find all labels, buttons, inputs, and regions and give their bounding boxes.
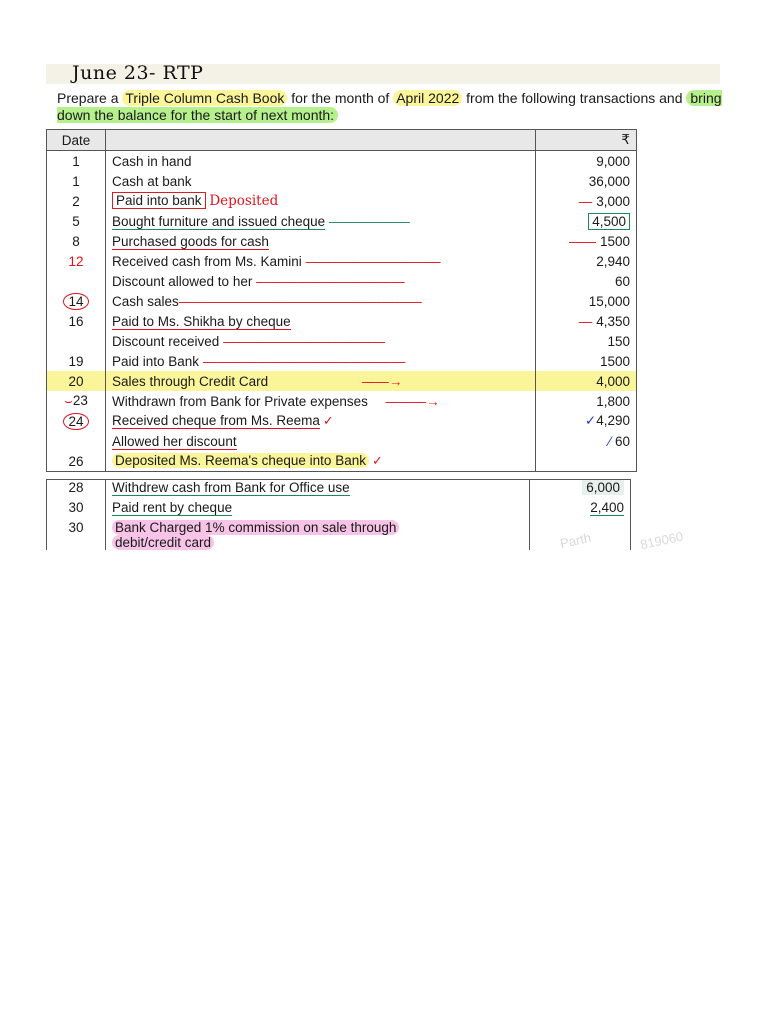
row-desc: Bank Charged 1% commission on sale through debit/credit card	[106, 520, 530, 550]
row-date: 12	[47, 251, 106, 271]
row-date: 16	[47, 311, 106, 331]
boxed-desc: Paid into bank	[112, 192, 206, 209]
row-amount: 1,800	[536, 391, 637, 411]
row-desc: Cash in hand	[106, 151, 536, 172]
header-amount: ₹	[536, 130, 637, 151]
watermark-name: Parth	[558, 529, 593, 552]
row-date: 30	[47, 520, 106, 550]
question-text	[57, 90, 737, 124]
row-amount: 4,000	[536, 371, 637, 391]
table-row	[47, 211, 637, 231]
row-date: 1	[47, 171, 106, 191]
table-row	[47, 271, 637, 291]
table-row	[47, 291, 637, 311]
row-date: 2	[47, 191, 106, 211]
table-row	[47, 311, 637, 331]
row-desc: Allowed her discount	[106, 431, 536, 451]
table-row	[47, 151, 637, 172]
check-icon: ✓	[322, 413, 334, 428]
row-desc: Discount received ————————————	[106, 331, 536, 351]
row-desc: Deposited Ms. Reema's cheque into Bank ✓	[106, 451, 536, 472]
row-date: 5	[47, 211, 106, 231]
row-date: ⌣23	[47, 391, 106, 411]
table-row	[47, 500, 631, 520]
table-row	[47, 451, 637, 472]
table-row	[47, 480, 631, 501]
row-date: 28	[47, 480, 106, 501]
table-row	[47, 231, 637, 251]
row-amount: 6,000	[530, 480, 631, 501]
row-amount: 15,000	[536, 291, 637, 311]
row-date: 26	[47, 451, 106, 472]
row-desc: Cash at bank	[106, 171, 536, 191]
row-amount: —— 1500	[536, 231, 637, 251]
row-date: 24	[47, 411, 106, 431]
row-date	[47, 431, 106, 451]
question-part2: for the month of	[287, 90, 394, 106]
table-row	[47, 351, 637, 371]
row-amount: — 3,000	[536, 191, 637, 211]
highlight-april: April 2022	[393, 90, 462, 106]
row-amount: 150	[536, 331, 637, 351]
row-amount: 2,940	[536, 251, 637, 271]
table-row	[47, 411, 637, 431]
table-row	[47, 331, 637, 351]
table-row	[47, 520, 631, 550]
row-date: 30	[47, 500, 106, 520]
handwritten-title: June 23- RTP	[72, 62, 204, 84]
row-date: 1	[47, 151, 106, 172]
table-row	[47, 171, 637, 191]
highlight-bring-down: bring down the balance for the start of next month:	[57, 90, 722, 123]
row-amount: 1500	[536, 351, 637, 371]
row-desc: Sales through Credit Card ——→	[106, 371, 536, 391]
row-desc	[106, 191, 536, 211]
row-amount: 4,500	[536, 211, 637, 231]
question-part1: Prepare a	[57, 90, 123, 106]
row-date: 20	[47, 371, 106, 391]
row-desc: Bought furniture and issued cheque ——————	[106, 211, 536, 231]
row-date: 8	[47, 231, 106, 251]
row-amount: 2,400	[530, 500, 631, 520]
row-date	[47, 331, 106, 351]
row-amount: 36,000	[536, 171, 637, 191]
row-desc: Paid rent by cheque	[106, 500, 530, 520]
row-desc: Withdrawn from Bank for Private expenses ———→	[106, 391, 536, 411]
row-desc: Received cash from Ms. Kamini ——————————	[106, 251, 536, 271]
transactions-table	[46, 129, 637, 472]
table-row	[47, 191, 637, 211]
row-desc: Paid into Bank ———————————————	[106, 351, 536, 371]
row-amount: ✓4,290	[536, 411, 637, 431]
row-desc: Purchased goods for cash	[106, 231, 536, 251]
row-date: 19	[47, 351, 106, 371]
highlight-triple-column: Triple Column Cash Book	[122, 90, 287, 106]
row-amount: ⁄ 60	[536, 431, 637, 451]
row-amount: 9,000	[536, 151, 637, 172]
table-row	[47, 431, 637, 451]
row-amount: 60	[536, 271, 637, 291]
row-desc: Withdrew cash from Bank for Office use	[106, 480, 530, 501]
row-date: 14	[47, 291, 106, 311]
header-description	[106, 130, 536, 151]
question-part3: from the following transactions and	[462, 90, 687, 106]
handwritten-note: Deposited	[209, 193, 279, 209]
table-row	[47, 391, 637, 411]
transactions-table-continued	[46, 479, 631, 550]
row-date	[47, 271, 106, 291]
header-date: Date	[47, 130, 106, 151]
row-desc: Received cheque from Ms. Reema ✓	[106, 411, 536, 431]
row-desc: Discount allowed to her ———————————	[106, 271, 536, 291]
table-header-row	[47, 130, 637, 151]
watermark-number: 819060	[638, 528, 685, 553]
row-amount: — 4,350	[536, 311, 637, 331]
row-desc: Paid to Ms. Shikha by cheque	[106, 311, 536, 331]
check-icon: ✓	[371, 453, 383, 468]
row-desc: Cash sales——————————————————	[106, 291, 536, 311]
table-row	[47, 371, 637, 391]
table-row	[47, 251, 637, 271]
row-amount	[536, 451, 637, 472]
